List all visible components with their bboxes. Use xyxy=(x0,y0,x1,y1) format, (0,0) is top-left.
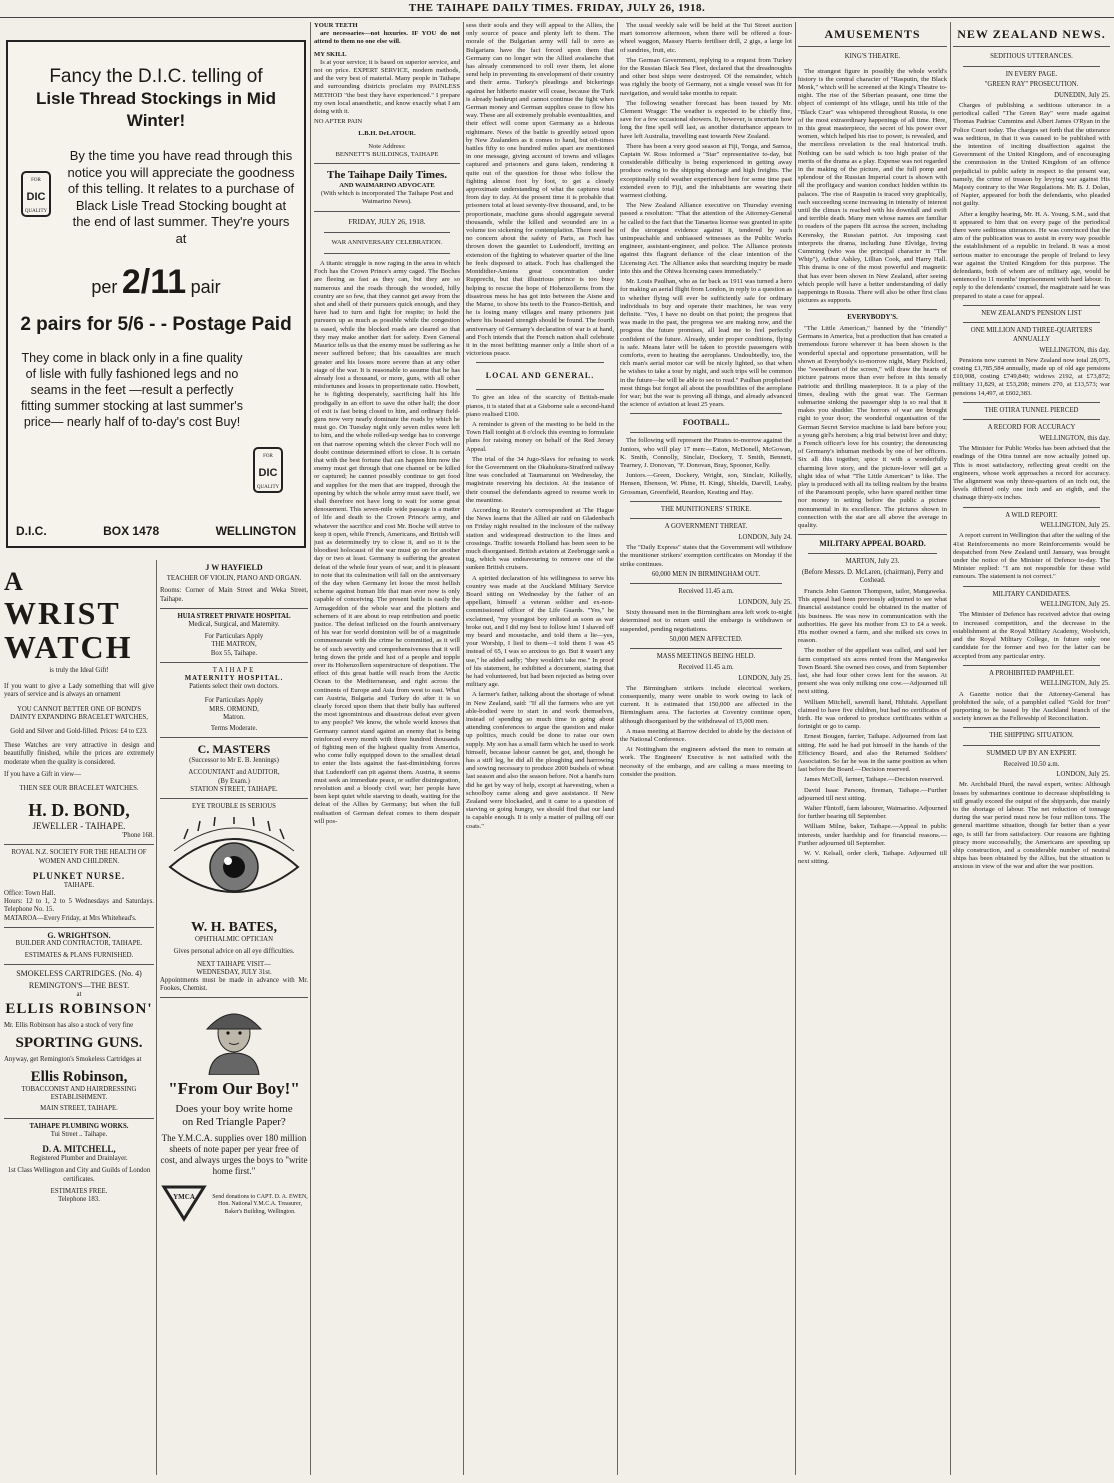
mitchell-registered: Registered Plumber and Drainlayer. xyxy=(30,1155,128,1163)
shipping-received: Received 10.50 a.m. xyxy=(1003,760,1060,768)
wild-wellington: WELLINGTON, July 25. xyxy=(1040,522,1110,530)
appeal-before: (Before Messrs. D. McLaren, (chairman), Perry and Coxhead. xyxy=(801,568,944,585)
dunedin-date: DUNEDIN, July 25. xyxy=(1054,91,1110,99)
dic-footer-left: D.I.C. xyxy=(16,524,47,538)
football-heading: FOOTBALL. xyxy=(682,418,730,428)
dic-logo-icon xyxy=(248,446,296,499)
wild-heading: A WILD REPORT. xyxy=(1005,511,1058,519)
dic-price-post: pair xyxy=(190,277,221,297)
war-continued: sess their souls and they will appeal to the Allies, the only source of peace and plenty left to them. The morale of the Bulgarian army will fall to zero as Bulgarians have the fact forced upon them that Germany can no longer win the Allied avalanche that has already commenced to roll over them, let alone send help in preventing its envelopment of their country and their arms. Turkey's pleadings and bickerings against her hitherto master will cease, because the Turk is already bankrupt and cannot continue the fight when German money and German supplies cease to flow his way. These are all extremely probable eventualities, and their effect will come upon Germany as a hideous nightmare. News of the battle is greedily seized upon by New Zealanders as it comes to hand, but oft-times battles fifty to one hundred miles apart are mentioned in one message, giving account of towns and villages captured and prisoners and guns taken, rendering it quite out of the question for those who follow the fighting almost foot by foot, to get a closely approximate understanding of what the captures total from day to day. At the present time it is probable that prisoners total at least seventy-five thousand, and, to be proportionate, machine guns should aggregate several thousands, while the killed and wounded are in a volume too sickening for contemplation. There need be no concern about the safety of Paris, as Foch has thrown down the gauntlet to Ludendorff, inviting an extension of the fighting to whatever quarter of the line he feels disposed to attack. Foch has challenged the Montdidier-Amiens great concentration under Rupprecht, but that illustrious prince is too busy helping to rescue the hope of Hohenzollerns from the disastrous mess he has got into between the Aisne and the Marne, to show his teeth to the Franco-British, and he is losing many villages and many prisoners just where his boasted strength should be found. The fourth anniversary of Germany's declaration of war is at hand, and Foch intends that the French nation shall celebrate it in the most befitting manner only a little short of a victorious peace. xyxy=(466,22,614,358)
column-rule xyxy=(463,22,464,1475)
col5-p4: There has been a very good season at Fiji, Tonga, and Samoa, Captain W. Ross informed a "Star" representative to-day, but considerable difficulty is being experienced in getting away produce owing to the shipping shortage and high freights. The exceptionally cold weather experienced here for some time past extended even to Fiji, and the inhabitants are wearing their warmest clothing. xyxy=(620,142,792,200)
eye-trouble: EYE TROUBLE IS SERIOUS xyxy=(192,803,276,811)
masters-exam: (By Exam.) xyxy=(218,777,250,785)
kings-theatre: KING'S THEATRE. xyxy=(844,53,901,60)
bates-date: WEDNESDAY, JULY 31st. xyxy=(196,968,272,976)
plunket-nurse: PLUNKET NURSE. xyxy=(32,870,126,881)
mass-meetings: MASS MEETINGS BEING HELD. xyxy=(656,653,756,661)
column-2 xyxy=(160,562,308,1475)
svg-text:QUALITY: QUALITY xyxy=(256,485,280,490)
london-25: LONDON, July 25. xyxy=(738,598,792,606)
plunket-office: Office: Town Hall. xyxy=(4,890,56,898)
paper-advocate: AND WAIMARINO ADVOCATE xyxy=(339,182,435,190)
everybodys-heading: EVERYBODY'S. xyxy=(847,314,898,322)
football-1: The following will represent the Pirates to-morrow against the Juniors, who will play 17 men:—Eaton, McDonell, McGowan, K. Smith, Connolly, Sinclair, Dockery, T. Smith, Bennett, Tearney, J. Donovan, "F. Donovan, Bray, Spooner, Kelly. xyxy=(620,437,792,469)
smokeless-cartridges: SMOKELESS CARTRIDGES. (No. 4) xyxy=(16,969,142,979)
dic-quality-text: They come in black only in a fine quality of lisle with fully fashioned legs and no seams in the feet —result a perfectly fitting summer stocking at last summer's price— nearly half of to-day's cost Buy! xyxy=(21,351,243,429)
maternity-terms: Terms Moderate. xyxy=(210,725,258,733)
column-rule xyxy=(156,560,157,1475)
wild-text: A report current in Wellington that after the sailing of the 41st Reinforcements no more Reinforcements would be despatched from New Zealand until January, was brought under the notice of the Minister of Defence to-day. The Minister replied: "I am not responsible for these wild rumours. The statement is not correct." xyxy=(953,532,1110,581)
svg-text:FOR: FOR xyxy=(263,454,273,459)
ymca-triangle-icon xyxy=(160,1183,212,1226)
sedition-2: After a lengthy hearing, Mr. H. A. Young, S.M., said that it appeared to him that on every page of the periodical there were seditious utterances. He was convinced that the aim of the publication was to assist in every way possible the establishment of a republic in Ireland. It was a most serious matter to encourage the people of Ireland to levy war against the United Kingdom for this purpose. The defendants, both of whom are of military age, would be sentenced to 11 months' imprisonment with hard labour. In reply to the defendants' counsel, the magistrate said he was prepared to state a case for appeal. xyxy=(953,210,1110,300)
col5-p3: The following weather forecast has been issued by Mr. Clement Wragge: The weather is expected to be chiefly fine, save for a few occasional showers. It, however, is uncertain how long the fine spell will last, as another disturbance appears to have left Australia, travelling east towards New Zealand. xyxy=(620,99,792,140)
munitions-5: At Nottingham the engineers advised the men to remain at work. The Engineers' Executive is not satisfied with the necessity of the embargo, and are calling a mass meeting to consider the position. xyxy=(620,746,792,778)
london-24: LONDON, July 24. xyxy=(738,533,792,541)
column-rule xyxy=(617,22,618,1475)
everybodys-text: "The Little American," banned by the "friendly" Germans in America, but a production that has created a tremendous furore wherever it has been shown is the wonderful special and opportune presentation, will be shown at Everybody's to-morrow night, Mary Pickford, the "sweetheart of the screen," will draw the hearts of picture patrons more than ever before in this tensely patriotic and thrilling masterpiece. It is a play of the times, dealing with the great war. The German submarine sinking the passenger ship is so real that it makes you shudder. The horrors of war are brought right to your door; the wonderful organisation of the German Secret Service machine is laid bare before you; a young girl's heroism; a big trial betwixt love and duty; a French officer's love for his country; the denouncing of Germany's inhuman methods by one of her officers. Six all this together, spice it with a wonderfully charming love story, and the picture-lover will get a slight idea of what "The Little American" is like. The play is produced with all its telling realism by the brains of the Paramount people, who have spared neither time nor money in setting before the public a picture monumental in its excellence. The pictures shown in connection with the star are all above the average in quality. xyxy=(798,325,947,529)
huia-matron: THE MATRON, xyxy=(211,641,257,649)
appeal-8: William Milne, baker, Taihape.—Appeal in public interests, under hardship and for financial reasons.—Further adjourned till September. xyxy=(798,823,947,847)
seditious-heading: SEDITIOUS UTTERANCES. xyxy=(990,53,1073,60)
bates-optician: OPHTHALMIC OPTICIAN xyxy=(195,936,273,944)
shipping-heading: THE SHIPPING SITUATION. xyxy=(989,732,1074,740)
sporting-guns: SPORTING GUNS. xyxy=(15,1034,143,1051)
col5-p2: The German Government, replying to a request from Turkey for the Russian Black Sea Fleet, declared that the dreadnoughts and other best ships were destroyed. Of the remainder, which was rightly the booty of Germany, not a single vessel was fit for navigation, and would take months to repair. xyxy=(620,56,792,97)
wrist-a: A xyxy=(4,567,23,596)
col5-p1: The usual weekly sale will be held at the Tui Street auction mart tomorrow afternoon, when there will be offered a four-wheel waggon, Massey Harris fertiliser drill, 2 gigs, a large lot of sundries, fruit, etc. xyxy=(620,22,792,54)
wrist-p5: If you have a Gift in view— xyxy=(4,770,82,778)
latour-note: Note Address: xyxy=(368,142,406,150)
football-2: Juniors.—Green, Dockery, Wright, son, Sinclair, Kilkelly, Hensen, Ebenson, W. Phine, H. Kingi, Shields, Darvill, Leahy, Grossman, Greenfield, Reardon, Keating and Hay. xyxy=(620,472,792,496)
column-3 xyxy=(314,22,460,1475)
fifty-thousand: 50,000 MEN AFFECTED. xyxy=(669,635,743,643)
ellis-robinson-heading: ELLIS ROBINSON' xyxy=(5,1000,153,1017)
skill-text: Is at your service; it is based on superior service, and not on price. EXPERT SERVICE, modern methods, and the very best of material. Many people in Taihape and surrounding districts proclaim my PAINLESS METHOD "the best they have experienced." I prepare my own local anaesthetic, and know exactly what I am doing with it. xyxy=(314,58,460,116)
munitions-4: A mass meeting at Barrow decided to abide by the decision of the National Conference. xyxy=(620,727,792,743)
appeal-2: The mother of the appellant was called, and said her farm comprised six acres rented from the Mangaweka Town Board. She owned two cows, and from September last, she had four other cows lent for the season. At present she was only milking one cow.—Adjourned till next sitting. xyxy=(798,647,947,696)
watch-heading: WATCH xyxy=(4,629,133,665)
bond-name: H. D. BOND, xyxy=(28,800,130,821)
column-rule xyxy=(310,22,311,1475)
column-7 xyxy=(953,22,1110,1475)
bates-advice: Gives personal advice on all eye difficulties. xyxy=(173,948,295,956)
masters-name: C. MASTERS xyxy=(197,742,271,757)
pension-heading: NEW ZEALAND'S PENSION LIST xyxy=(981,309,1082,317)
svg-text:YMCA: YMCA xyxy=(173,1193,195,1202)
pension-text: Pensions now current in New Zealand now total 28,075, costing £1,785,584 annually, made up of old age pensions £10,908, costing £749,840; widows 2192, at £73,872; military 11,829, at £53,208; miners 270, at £13,573; war pensions 14,497, at £602,383. xyxy=(953,356,1110,397)
wrist-p2: YOU CANNOT BETTER ONE OF BOND'S DAINTY EXPANDING BRACELET WATCHES, xyxy=(10,705,148,721)
dic-price: 2/11 xyxy=(121,263,187,301)
received-1: Received 11.45 a.m. xyxy=(678,588,734,596)
huia-particulars: For Particulars Apply xyxy=(204,633,264,641)
wrightson-name: G. WRIGHTSON. xyxy=(47,930,111,940)
appeal-board-heading: MILITARY APPEAL BOARD. xyxy=(819,539,926,549)
appeal-9: W. V. Kelsall, order clerk, Taihape. Adjourned till next sitting. xyxy=(798,850,947,866)
otira-wellington: WELLINGTON, this day. xyxy=(1039,435,1110,443)
war-heading: WAR ANNIVERSARY CELEBRATION. xyxy=(331,238,443,246)
local-2: A reminder is given of the meeting to be held in the Town Hall tonight at 8 o'clock this evening to formulate plans for raising money on behalf of the Red Jersey Appeal. xyxy=(466,420,614,453)
masters-accountant: ACCOUNTANT and AUDITOR, xyxy=(188,769,280,777)
masthead: THE TAIHAPE DAILY TIMES. FRIDAY, JULY 26, 1918. xyxy=(0,0,1114,18)
received-2: Received 11.45 a.m. xyxy=(678,663,734,671)
ellis-robinson-2: Ellis Robinson, xyxy=(30,1069,128,1086)
govt-threat: A GOVERNMENT THREAT. xyxy=(664,523,748,531)
dic-intro-text: By the time you have read through this notice you will appreciate the goodness of this telling. It relates to a purchase of Black Lisle Tread Stocking bought at the end of last summer. They're yours at xyxy=(67,148,295,246)
maternity-ormond: MRS. ORMOND, xyxy=(209,705,259,713)
huia-medical: Medical, Surgical, and Maternity. xyxy=(188,621,280,629)
prohibited-wellington: WELLINGTON, July 25. xyxy=(1040,680,1110,688)
royal-society: ROYAL N.Z. SOCIETY FOR THE HEALTH OF WOMEN AND CHILDREN. xyxy=(11,849,147,865)
wrist-p4: These Watches are very attractive in design and beautifully finished, while the prices are extremely moderate when the quality is considered. xyxy=(4,742,154,766)
paper-title: The Taihape Daily Times. xyxy=(326,169,448,182)
column-1 xyxy=(4,562,154,1475)
appeal-3: William Mitchell, sawmill hand, Hihitahi. Appellant claimed to have five children, but had no certificates of birth. He was ordered to produce certificates within a fortnight or go to camp. xyxy=(798,698,947,731)
otira-record: A RECORD FOR ACCURACY xyxy=(987,424,1076,432)
appeal-5: James McColl, farmer, Taihape.—Decision reserved. xyxy=(804,776,944,784)
maternity-matron: Matron. xyxy=(223,713,245,721)
prohibited-text: A Gazette notice that the Attorney-General has prohibited the sale, of a pamphlet called "Gold for Iron" purporting to be issued by the Auckland branch of the society known as the Fellowship of Reconciliation. xyxy=(953,690,1110,723)
local-4: According to Reuter's correspondent at The Hague the News learns that the Allied air raid on Gladenbach on Friday night resulted in the inclosure of the railway station and widespread destruction to the lines and crossings. Traffic towards Holland has been seen to be much disorganised. British aviators at Zeebrugge sank a tug, which was endeavouring to remove one of the sunken British cruisers. xyxy=(466,506,614,572)
dic-footer-right: WELLINGTON xyxy=(215,524,296,538)
at-text: at xyxy=(76,991,82,999)
tui-street: Tui Street .. Taihape. xyxy=(50,1130,108,1138)
column-rule xyxy=(795,22,796,1475)
paper-date: FRIDAY, JULY 26, 1918. xyxy=(348,216,426,226)
nz-news-heading: NEW ZEALAND NEWS. xyxy=(953,26,1110,47)
wrightson-estimates: ESTIMATES & PLANS FURNISHED. xyxy=(24,952,134,960)
eye-icon xyxy=(160,815,308,915)
main-street: MAIN STREET, TAIHAPE. xyxy=(40,1105,118,1113)
ymca-text: The Y.M.C.A. supplies over 180 million sheets of note paper per year free of cost, and always urges the boys to "write home first." xyxy=(160,1133,308,1177)
mitchell-name: D. A. MITCHELL, xyxy=(42,1144,116,1155)
wrist-p3: Gold and Silver and Gold-filled. Prices: £4 to £23. xyxy=(10,728,148,736)
latour-address: BENNETT'S BUILDINGS, TAIHAPE xyxy=(335,150,439,158)
ellis-stock: Mr. Ellis Robinson has also a stock of very fine xyxy=(4,1021,134,1029)
dic-headline-2: Lisle Thread Stockings in Mid Winter! xyxy=(36,89,276,130)
munitions-1: The "Daily Express" states that the Government will withdraw the munitioner strikers' exemption certificates on Monday if the strike continues. xyxy=(620,544,792,568)
bond-jeweller: JEWELLER - TAIHAPE. xyxy=(32,821,126,832)
bates-next: NEXT TAIHAPE VISIT— xyxy=(197,960,271,968)
shipping-london: LONDON, July 25. xyxy=(1056,771,1110,779)
local-3: The trial of the 34 Jugo-Slavs for refusing to work for the Government on the Okahukura-Stratford railway line was concluded at Taumarunui on Wednesday, the magistrate reserving his decision. At the instance of their counsel the defendants agreed to resume work in the meantime. xyxy=(466,455,614,504)
maternity-patients: Patients select their own doctors. xyxy=(189,683,279,691)
huia-box: Box 55, Taihape. xyxy=(210,649,258,657)
candidates-text: The Minister of Defence has received advice that owing to increased competition, and the decrease in the establishment at the Royal Military Academy, Woolwich, and the Royal Military College, in future only one candidate for the former and two for the latter can be accepted from any particular entry. xyxy=(953,611,1110,660)
hayfield-rooms: Rooms: Corner of Main Street and Weka Street, Taihape. xyxy=(160,587,308,603)
mitchell-certs: 1st Class Wellington and City and Guilds of London certificates. xyxy=(7,1167,151,1183)
munitions-heading: THE MUNITIONERS' STRIKE. xyxy=(660,505,752,513)
bates-appts: Appointments must be made in advance with Mr. Fookes, Chemist. xyxy=(160,977,308,993)
shipping-text: Mr. Archibald Hurd, the naval expert, writes: Although losses by submarines continue to decrease shipbuilding is still greatly exceed the output of the shipyards, due mainly to the shortage of labour. The net reduction of tonnage during the war period must now be four million tons. The general maritime situation, though far better than a year ago, is still far from satisfactory. Our reasons are fighting piracy more successfully, the Americans are speeding up ship construction, and a considerable number of neutral ships has been obtained by the Allies, but the situation is anxious in view of the war and after the war position. xyxy=(953,781,1110,871)
skill-heading: MY SKILL xyxy=(314,50,347,58)
pension-wellington: WELLINGTON, this day. xyxy=(1039,346,1110,354)
kings-text: The strangest figure in possibly the whole world's history is the central character of "Rasputin, the Black Monk," which will be screened at the King's Theatre to-night. The rise of the Siberian peasant, one time the object of contempt of his village, until his title of the "Black Czar" was whispered throughout Russia, is one of the most extraordinary happenings of all time. Here, in this great masterpiece, the secret of his power over women, which helped his rise to power, is revealed, and the merciless revelation is the real historical truth. Nothing can be said which is too high praise of the merits of the drama as a play. Expense was not regarded in the making of the picture, and the full pomp and splendour of the Russian Imperial court is shown with all the profligacy and wanton conduct hidden within its palaces. The rise of Rasputin is traced very graphically, each succeeding scene increasing in intensity of interest until the climax is reached with his downfall and swift and terrible death. Many men whose names are familiar to readers of the papers flit across the screen, including Kerensky, the Russian patriot. An imposing cast interprets the drama, including June Elvidge, Irving Cumming (who was the principal character in "The Whip"), Arthur Ashley, Lillian Cook, and Harry Hall. This drama is one of the most powerful and magnetic that has ever been shown in New Zealand, after seeing which people will have a better understanding of daily happenings in Russia. There will also be other first class pictures as supports. xyxy=(798,67,947,305)
dic-headline-1: Fancy the D.I.C. telling of xyxy=(49,66,263,87)
otira-heading: THE OTIRA TUNNEL PIERCED xyxy=(984,406,1079,414)
estimates-free: ESTIMATES FREE. xyxy=(50,1187,108,1195)
appeal-4: Ernest Bougen, farrier, Taihape. Adjourned from last sitting. He said he had put himself in the hands of the Efficiency Board, and also the Returned Soldiers' Association. So far he was in the same position as when last before the Board.—Decision reserved. xyxy=(798,733,947,774)
masters-successor: (Successor to Mr E. B. Jennings) xyxy=(189,757,279,765)
war-body: A titanic struggle is now raging in the area in which Foch has the Crown Prince's army caged. The Boches are fleeing as fast as they can, but they are so numerous and the roads through the wooded, hilly country are so few, that they cannot get away from the shot and shell of their pursuers quick enough, and they have had to turn and fight for respite; to hold the pursuers up as much as possible while the congestion is eased, while the blocked roads are cleared so that they may make another dart for safety. Even General Maurice tells us that the enemy must be suffering as he never suffered before; that his casualties are much greater and his losses more severe than at any other stage of the war. It is reasonable to assume that he has already lost a thousand, or more, guns, with all other misfortunes and losses in proportionate ratio. Howbeit, he is fighting desperately, sacrificing half his life prodigally in an effort to save the other half; the door of exit is fast being closed to him, and ordinary field-guns now very nearly dominate the roads by which he must go. On Tuesday night only seven miles were left to him, and the whole rolled-up wedge has to converge on that narrow opening which the clever Foch will no doubt continue determined effort to close. It is certain that with the best fortune that can happen him now the enemy must get through that one channel or be killed or captured; he cannot possibly continue to get food and supplies for the men that are trapped, through the opening by which the whole army must save itself, we shall therefore not have long to wait for some great denouement. This seven-mile wide passage is a matter of life and death to the Crown Prince's army, and whatever the sacrifice and cost Mr. Boche will strive to keep it open, while French, Americans, and British will just as determinedly try to close it, and so it is the bloodiest holocaust of the war must go on for another day or two at least. Germany is suffering the greatest defeat of the whole four years of war, and it is pleasant to note that its culmination will fall on the anniversary of the day when Germany let loose the most hellish scheme against human life that man ever now is only capable of conceiving. The present battle is easily the Armageddon of the whole war and the plotters and schemers of it are about to reap retribution and poetic justice. The defeat inflicted on the fourth anniversary of his war for world dominion will be of a magnitude commensurate with the crime he committed, as it will be of such severity and comprehensiveness that it will bring down the pride and lust of a people and topple over its Hohenzollern superstructure of despotism. The effect of this great battle will reach from the Arctic Ocean to the Mediterranean, and right across the continents of Europe and Asia from west to east. What can Austria, Bulgaria and Turkey do after it is so clearly forced upon them that their bully has suffered the most ignominious and disastrous defeat ever given to any people? We know, the whole world knows that Germany cannot stand against an enemy that is being reinforced every month with three hundred thousands of fighting men of the highest quality from America, who come fully equipped down to the smallest detail to enter the lists against the fast-diminishing forces that Ludendorff can pit against them. Austria, it seems must seek an immediate peace, or suffer disintegration, revolution and a bloody civil war; her people have been kept quiet while starving to death, waiting for the defeat of the Allies by Germany; but when the full realisation of German defeat comes to them despair will pos- xyxy=(314,260,460,825)
huia-hospital: HUIA STREET PRIVATE HOSPITAL xyxy=(177,612,291,620)
plunket-hours: Hours: 12 to 1, 2 to 5 Wednesdays and Saturdays. Telephone No. 15. xyxy=(4,898,154,914)
teeth-text: are necessaries—not luxuries. IF YOU do not attend to them no one else will. xyxy=(314,30,460,46)
green-ray: "GREEN RAY" PROSECUTION. xyxy=(984,81,1079,89)
column-5 xyxy=(620,22,792,1475)
wrist-heading: WRIST xyxy=(4,595,121,631)
sixty-thousand: 60,000 MEN IN BIRMINGHAM OUT. xyxy=(651,570,761,578)
candidates-heading: MILITARY CANDIDATES. xyxy=(992,590,1071,598)
svg-text:DIC: DIC xyxy=(258,467,278,479)
hayfield-name: J W HAYFIELD xyxy=(205,563,263,572)
svg-text:DIC: DIC xyxy=(26,191,46,203)
from-our-boy: "From Our Boy!" xyxy=(168,1079,300,1099)
remington-best: REMINGTON'S—THE BEST. xyxy=(28,981,130,991)
telephone: Telephone 183. xyxy=(58,1195,100,1203)
appeal-7: Walter Flintoff, farm labourer, Waimarino. Adjourned for further hearing till September. xyxy=(798,805,947,821)
maternity-title: TAIHAPE xyxy=(212,666,256,674)
column-4 xyxy=(466,22,614,1475)
sedition-1: Charges of publishing a seditious utterance in a periodical called "The Green Ray" were made against Thomas Padriac Cummins and Albert James O'Ryan in the Police Court today. The charges set forth that the utterance was seditious, in that it was caused to be published with the intention of inciting disaffection against the Government of the United Kingdom, and of encouraging the commission in the United Kingdom of an offence prejudicial to public safety in respect to the present war, namely, the crime of treason by levying war against His Majesty contrary to the War Regulations. Mr. B. J. Dolan, of Napier, appeared for both the defendants, who pleaded not guilty. xyxy=(953,101,1110,208)
ideal-gift: is truly the Ideal Gift! xyxy=(49,667,109,674)
paper-with: (With which is incorporated The Taihape Post and Waimarino News). xyxy=(320,190,454,206)
dic-offer: 2 pairs for 5/6 - - Postage Paid xyxy=(20,314,292,335)
svg-text:FOR: FOR xyxy=(31,178,41,183)
plunket-mataroa: MATAROA—Every Friday, at Mrs Whitehead's. xyxy=(4,914,137,922)
maternity-hospital: MATERNITY HOSPITAL. xyxy=(184,675,284,683)
col5-p6: Mr. Louis Paulhan, who as far back as 1911 was turned a hero for making an aerial flight from London, in reply to a question as to whether flying will ever be sufficiently safe for ordinary individuals to buy and operate their machines, he was very definite. "Yes, I have no doubt on that point; the progress that was made in the past, the progress we are making now, and the progress the future promises, all lead me to feel perfectly confident of the future. Already, under proper conditions, flying is safe. Means later will be taken to provide passengers with comforts, even to heating the aeroplanes. Undoubtedly, too, the rich man's aerial motor car will be nicely lighted, so that when he wishes to take a tour by night, and such trips will be common in the future—he will be able to see to read." Paulhan propheised most things but forgot all about the possibilities of the aeroplane for war; but the war is proving all things, and already advanced the science of aviation at least 25 years. xyxy=(620,278,792,409)
local-general-heading: LOCAL AND GENERAL. xyxy=(485,371,595,381)
dic-advertisement xyxy=(6,40,306,548)
column-6 xyxy=(798,22,947,1475)
local-6: A farmer's father, talking about the shortage of wheat in New Zealand, said: "If all the farmers who are yet able-bodied were to start in and work themselves, instead of spending so much time in going about attending conferences to argue the question and make up politics, much could be done to raise our own supply. My son has a small farm which he used to work himself, because labour cannot be got, and, though he has a stiff leg, he did all the ploughing and harrowing and sowing necessary to produce 2000 bushels of wheat last season and also the season before. Not a hand's turn did he get by way of help, except at harvesting, when a schoolboy came along and gave assistance. If New Zealand were blockaded, and it came to a question of starving or going hungry, we should find that our land is capable enough. It is only a matter of pulling off our coats." xyxy=(466,691,614,830)
svg-text:QUALITY: QUALITY xyxy=(24,209,48,214)
hayfield-teacher: TEACHER OF VIOLIN, PIANO AND ORGAN. xyxy=(166,575,302,583)
candidates-wellington: WELLINGTON, July 25. xyxy=(1040,601,1110,609)
otira-text: The Minister for Public Works has been advised that the readings of the Otira tunnel are now actually joined up. This is most satisfactory, reflecting great credit on the engineers, whose work approaches a record for accuracy. The alignment was only three-quarters of an inch out, the levels differed only one inch and an eighth, and the chainage thirty-six inches. xyxy=(953,445,1110,502)
tobacconist: TOBACCONIST AND HAIRDRESSING ESTABLISHMENT. xyxy=(21,1086,137,1102)
appeal-marton: MARTON, July 23. xyxy=(845,558,900,566)
latour-name: L.B.H. DeLATOUR. xyxy=(358,130,416,138)
teeth-heading: YOUR TEETH xyxy=(314,22,358,29)
pension-million: ONE MILLION AND THREE-QUARTERS ANNUALLY xyxy=(970,327,1093,344)
maternity-particulars: For Particulars Apply xyxy=(204,697,264,705)
plumbing-works: TAIHAPE PLUMBING WORKS. xyxy=(29,1122,129,1130)
anyway-text: Anyway, get Remington's Smokeless Cartridges at xyxy=(4,1055,142,1063)
column-rule xyxy=(950,22,951,1475)
amusements-heading: AMUSEMENTS xyxy=(798,26,947,47)
dic-price-pre: per xyxy=(91,277,118,297)
shipping-summed: SUMMED UP BY AN EXPERT. xyxy=(986,749,1077,757)
col5-p5: The New Zealand Alliance executive on Thursday evening passed a resolution: "That the attention of the Attorney-General be called to the fact that the Tanaetea license was granted in spite of the strongest evidence against it, tendered by such unimpeachable and unbiassed witnesses as the Public Works engineer, assistant-engineer, and police. The Alliance protests against this flagrant defiance of the clear intention of the Licensing Act. The Alliance asks that searching inquiry be made into this and the Ohiwa licensing cases immediately." xyxy=(620,202,792,275)
appeal-6: David Isaac Parsons, fireman, Taihape.—Further adjourned till next sitting. xyxy=(798,786,947,802)
plunket-taihape: TAIHAPE. xyxy=(63,881,95,889)
local-1: To give an idea of the scarcity of British-made pianos, it is stated that at a Gisborne sale a second-hand piano realised £100. xyxy=(466,394,614,418)
every-page: IN EVERY PAGE. xyxy=(1005,70,1058,78)
prohibited-heading: A PROHIBITED PAMPHLET. xyxy=(989,669,1074,677)
munitions-2: Sixty thousand men in the Birmingham area left work to-night determined not to return until the embargo is withdrawn or suspended, pending negotiations. xyxy=(620,609,792,633)
appeal-1: Francis John Gannon Thompson, tailor, Mangaweka. This appeal had been previously adjourned to see what financial assistance could be obtained in the matter of his business. He was now in communication with the authorities. He gave his mother from £3 to £4 a week. His mother owned a farm, and she milked six cows in reason. xyxy=(798,587,947,645)
no-after-pain: NO AFTER PAIN xyxy=(314,118,363,126)
wrist-p1: If you want to give a Lady something that will give years of service and is always an ornament xyxy=(4,683,154,699)
masters-station: STATION STREET, TAIHAPE. xyxy=(190,785,278,793)
wrightson-builder: BUILDER AND CONTRACTOR, TAIHAPE. xyxy=(15,940,143,948)
soldier-portrait-icon xyxy=(160,1002,308,1076)
wrist-p6: THEN SEE OUR BRACELET WATCHES. xyxy=(19,785,139,793)
bond-phone: 'Phone 168. xyxy=(122,832,154,840)
bates-name: W. H. BATES, xyxy=(191,920,277,936)
munitions-3: The Birmingham strikers include electrical workers, consequently, many were unable to work owing to lack of current. It is estimated that 150,000 are affected in the Birmingham area. The factories at Coventry continue open, although disorganised by the withdrawal of 15,000 men. xyxy=(620,684,792,725)
local-5: A spirited declaration of his willingness to serve his country was made at the Auckland Military Service Board sitting on Wednesday by the father of an appellant, himself a veteran soldier and ex-non-commissioned officer of the Life Guards. "Yes," he exclaimed, "my youngest boy enlisted as soon as war broke out, and I did my best to follow him! I shaved off my beard and moustache, and told them a lie—yes, your Worship, I lied to them—I told them I was 45 instead of 65, I was so anxious to go. But it wasn't any use," he added sadly; "they wouldn't take me." In proof of his statement, he exhibited a document, stating that he had volunteered, but had been rejected as being over military age. xyxy=(466,574,614,689)
dic-footer-mid: BOX 1478 xyxy=(103,524,160,538)
does-your-boy: Does your boy write home on Red Triangle Paper? xyxy=(175,1103,293,1129)
ymca-send: Send donations to CAPT. D. A. EWEN, Hon. National Y.M.C.A. Treasurer, Baker's Building, Wellington. xyxy=(212,1193,308,1215)
london-25b: LONDON, July 25. xyxy=(738,674,792,682)
dic-logo-icon xyxy=(16,170,66,247)
